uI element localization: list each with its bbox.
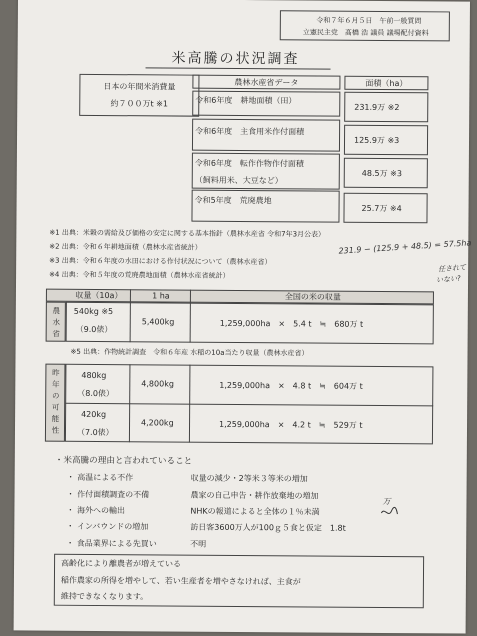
consumption-box xyxy=(79,74,199,117)
maff-row-label: 令和6年度 主食用米作付面積 xyxy=(195,126,305,137)
maff-row-value: 48.5万 ※3 xyxy=(361,168,402,179)
header-date-line: 令和７年６月５日 午前一般質問 xyxy=(316,16,422,26)
source-note: ※3 出典：令和６年度の水田における作付状況について（農林水産省） xyxy=(49,256,272,267)
reason-cause: ・ インバウンドの増加 xyxy=(66,521,149,532)
possible-side-label: 昨年の可能性 xyxy=(50,368,61,438)
handwritten-note-2: いない? xyxy=(435,274,462,285)
consumption-label: 日本の年間米消費量 xyxy=(103,82,176,92)
maff-row-label: 令和6年度 耕地面積（田） xyxy=(195,95,297,106)
closing-line-2: 稲作農家の所得を増やして、若い生産者を増やさなければ、主食が xyxy=(60,575,301,587)
document-page xyxy=(14,0,470,634)
maff-header-left: 農林水産省データ xyxy=(192,75,340,90)
maff-row-value: 125.9万 ※3 xyxy=(353,135,400,146)
handwritten-scribble xyxy=(380,505,398,519)
possible-yield: 420kg xyxy=(81,409,107,420)
handwritten-note-1: 任されて xyxy=(437,263,467,274)
maff-row-value: 25.7万 ※4 xyxy=(361,203,402,214)
possible-calc: 1,259,000ha × 4.2 t ≒ 529万 t xyxy=(219,419,363,430)
reasons-heading: ・米高騰の理由と言われていること xyxy=(54,455,193,467)
source-note: ※1 出典：米穀の需給及び価格の安定に関する基本指針（農林水産省 令和7年3月公表） xyxy=(49,228,326,239)
yield-header-yield: 収量（10a） xyxy=(75,290,123,301)
reason-cause: ・ 作付面積調査の不備 xyxy=(66,489,150,500)
possible-bales: （7.0俵） xyxy=(76,427,114,438)
yield-source-note: ※5 出典：作物統計調査 令和６年産 水稲の10a当たり収量（農林水産省） xyxy=(70,347,309,358)
possible-per-ha: 4,200kg xyxy=(141,418,174,428)
possible-bales: （8.0俵） xyxy=(77,388,115,399)
yield-header-ha: 1 ha xyxy=(152,291,170,301)
possible-calc: 1,259,000ha × 4.8 t ≒ 604万 t xyxy=(219,380,363,391)
reason-cause: ・ 海外への輸出 xyxy=(66,505,126,516)
title-underline xyxy=(146,67,331,69)
header-author-line: 立憲民主党 髙橋 浩 議員 議場配付資料 xyxy=(302,28,429,38)
source-note: ※4 出典：令和５年度の荒廃農地面積（農林水産省統計） xyxy=(49,270,230,280)
closing-line-3: 維持できなくなります。 xyxy=(60,591,149,602)
reason-detail: 不明 xyxy=(190,539,207,549)
maff-header-right: 面積（ha） xyxy=(344,76,428,91)
yield-per-ha: 5,400kg xyxy=(141,317,175,327)
header-note-box xyxy=(280,10,450,41)
handwritten-calc: 231.9 − (125.9 + 48.5) = 57.5ha xyxy=(338,238,472,256)
yield-calc: 1,259,000ha × 5.4 t ≒ 680万 t xyxy=(219,318,364,329)
reason-detail: NHKの報道によると全体の１％未満 xyxy=(190,506,320,517)
maff-row-label-2: （飼料用米、大豆など） xyxy=(194,175,283,186)
maff-row-label: 令和5年度 荒廃農地 xyxy=(194,195,272,206)
reason-detail: 収量の減少・2等米３等米の増加 xyxy=(190,473,308,484)
yield-bales: （9.0俵） xyxy=(75,324,113,335)
reason-cause: ・ 高温による不作 xyxy=(66,472,134,483)
source-note: ※2 出典：令和６年耕地面積（農林水産省統計） xyxy=(49,242,202,252)
reason-cause: ・ 食品業界による先買い xyxy=(66,538,157,549)
yield-side-label: 農水省 xyxy=(51,306,61,342)
reason-detail: 農家の自己申告・耕作放棄地の増加 xyxy=(190,490,319,501)
possible-yield: 480kg xyxy=(81,370,107,381)
possible-per-ha: 4,800kg xyxy=(141,379,174,389)
yield-value: 540kg ※5 xyxy=(73,306,114,317)
closing-box xyxy=(54,554,424,609)
closing-line-1: 高齢化により離農者が増えている xyxy=(61,558,182,569)
consumption-value: 約７００万t ※1 xyxy=(110,99,169,109)
maff-row-value: 231.9万 ※2 xyxy=(354,102,400,113)
handwritten-man: 万 xyxy=(382,496,391,507)
maff-row-label: 令和6年度 転作作物作付面積 xyxy=(194,158,304,169)
page-title: 米高騰の状況調査 xyxy=(171,50,300,68)
reason-detail: 訪日客3600万人が100ｇ５食と仮定 1.8t xyxy=(190,522,346,533)
yield-header-total: 全国の米の収量 xyxy=(284,292,341,302)
